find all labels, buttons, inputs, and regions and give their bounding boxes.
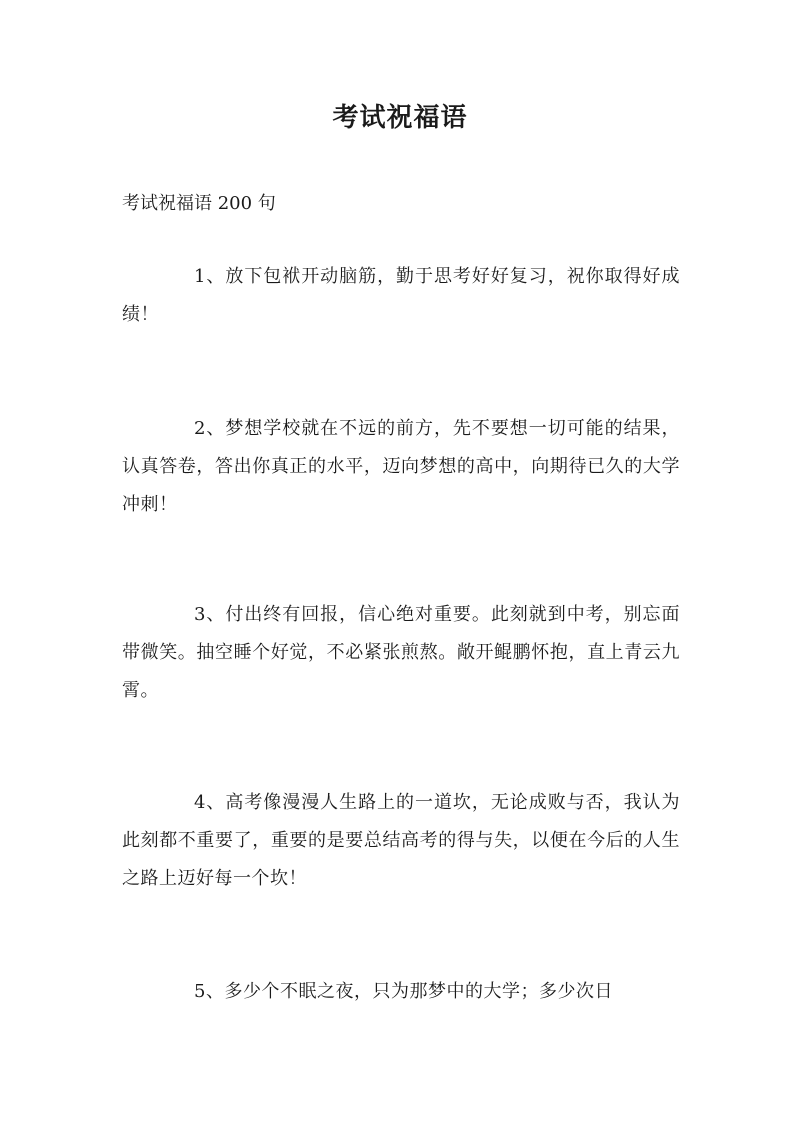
paragraph-1: 1、放下包袱开动脑筋，勤于思考好好复习，祝你取得好成绩！ (122, 266, 680, 325)
document-subtitle: 考试祝福语 200 句 (122, 193, 276, 214)
paragraph-3: 3、付出终有回报，信心绝对重要。此刻就到中考，别忘面带微笑。抽空睡个好觉，不必紧张煎熬。敞开鲲鹏怀抱，直上青云九霄。 (122, 604, 680, 701)
paragraph-5: 5、多少个不眠之夜，只为那梦中的大学；多少次日 (194, 981, 613, 1002)
document-title: 考试祝福语 (332, 103, 468, 133)
paragraph-4: 4、高考像漫漫人生路上的一道坎，无论成败与否，我认为此刻都不重要了，重要的是要总结高考的得与失，以便在今后的人生之路上迈好每一个坎！ (122, 792, 680, 889)
paragraph-2: 2、梦想学校就在不远的前方，先不要想一切可能的结果，认真答卷，答出你真正的水平，迈向梦想的高中，向期待已久的大学冲刺！ (122, 418, 680, 515)
